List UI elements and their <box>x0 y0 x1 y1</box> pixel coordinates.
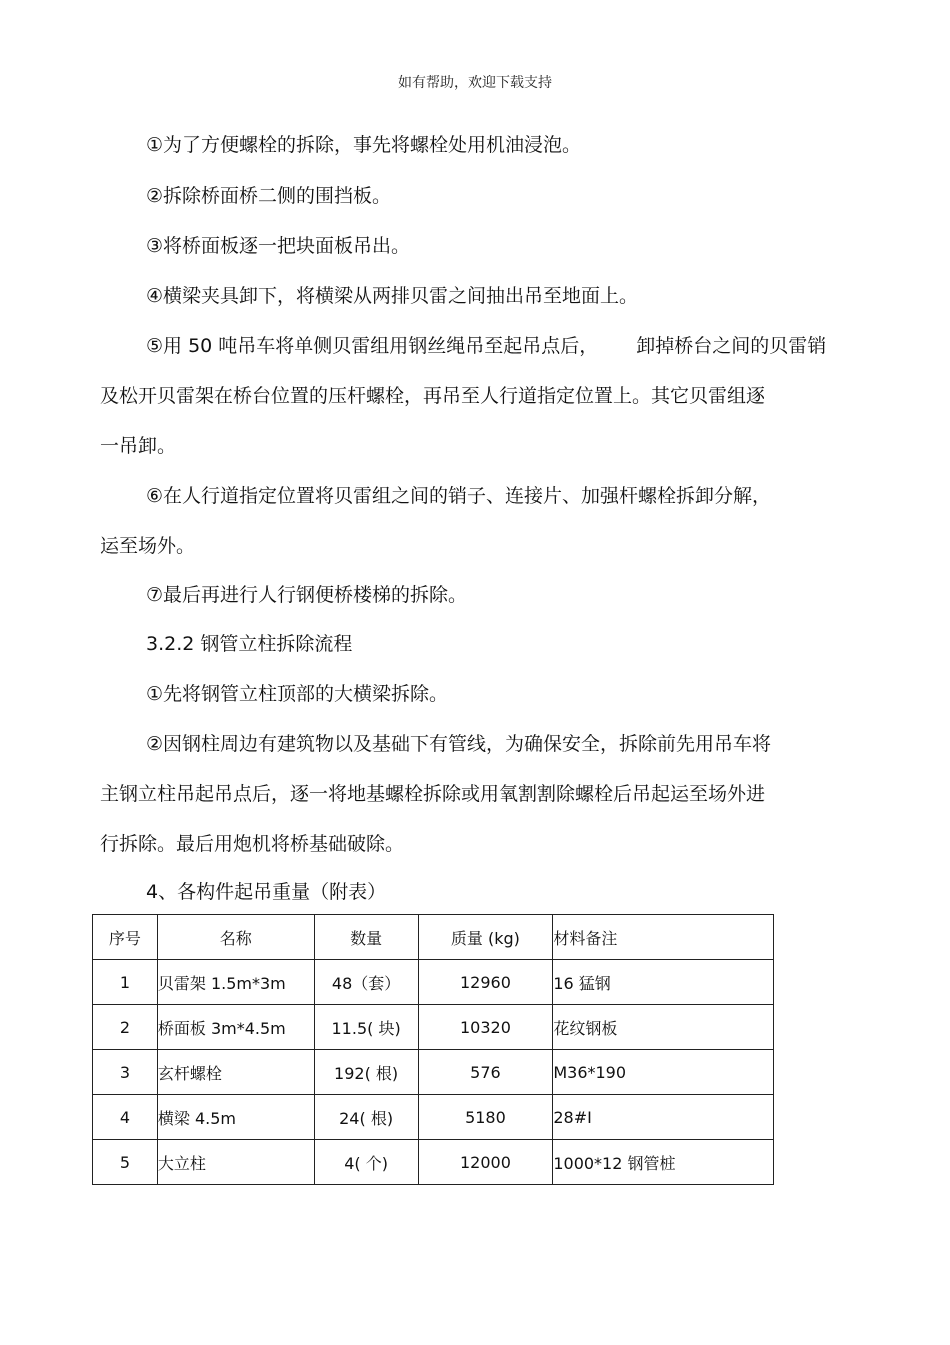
table-title: 4、各构件起吊重量（附表） <box>146 881 387 903</box>
table-row <box>93 1050 774 1095</box>
cell-name: 大立柱 <box>157 1140 314 1185</box>
cell-quantity: 11.5( 块) <box>314 1005 418 1050</box>
cell-weight: 10320 <box>418 1005 553 1050</box>
cell-name: 玄杆螺栓 <box>157 1050 314 1095</box>
cell-material: 28#Ⅰ <box>553 1095 774 1140</box>
paragraph-step-3: ③将桥面板逐一把块面板吊出。 <box>146 235 411 257</box>
table-row <box>93 1005 774 1050</box>
table-header-row <box>93 915 774 960</box>
paragraph-step-6-line-2: 运至场外。 <box>100 535 196 557</box>
paragraph-step-1: ①为了方便螺栓的拆除，事先将螺栓处用机油浸泡。 <box>146 134 582 156</box>
cell-weight: 12960 <box>418 960 553 1005</box>
cell-index: 3 <box>93 1050 158 1095</box>
cell-index: 5 <box>93 1140 158 1185</box>
cell-weight: 5180 <box>418 1095 553 1140</box>
cell-index: 4 <box>93 1095 158 1140</box>
section-heading: 3.2.2 钢管立柱拆除流程 <box>146 633 353 655</box>
lifting-weight-table <box>92 914 774 1185</box>
paragraph-sub-2-line-2: 主钢立柱吊起吊点后，逐一将地基螺栓拆除或用氧割割除螺栓后吊起运至场外进 <box>100 783 766 805</box>
paragraph-step-6-line-1: ⑥在人行道指定位置将贝雷组之间的销子、连接片、加强杆螺栓拆卸分解， <box>146 485 772 507</box>
cell-quantity: 192( 根) <box>314 1050 418 1095</box>
paragraph-step-7: ⑦最后再进行人行钢便桥楼梯的拆除。 <box>146 584 468 606</box>
table-row <box>93 1095 774 1140</box>
paragraph-sub-1: ①先将钢管立柱顶部的大横梁拆除。 <box>146 683 449 705</box>
cell-material: 花纹钢板 <box>553 1005 774 1050</box>
table-row <box>93 1140 774 1185</box>
cell-material: M36*190 <box>553 1050 774 1095</box>
paragraph-step-5-line-1 <box>146 331 826 358</box>
header-index: 序号 <box>93 915 158 960</box>
cell-quantity: 4( 个) <box>314 1140 418 1185</box>
cell-material: 1000*12 钢管桩 <box>553 1140 774 1185</box>
cell-weight: 576 <box>418 1050 553 1095</box>
header-material: 材料备注 <box>553 915 774 960</box>
paragraph-step-5-line-2: 及松开贝雷架在桥台位置的压杆螺栓，再吊至人行道指定位置上。其它贝雷组逐 <box>100 385 766 407</box>
cell-quantity: 24( 根) <box>314 1095 418 1140</box>
cell-index: 2 <box>93 1005 158 1050</box>
cell-name: 贝雷架 1.5m*3m <box>157 960 314 1005</box>
cell-material: 16 猛钢 <box>553 960 774 1005</box>
paragraph-step-2: ②拆除桥面桥二侧的围挡板。 <box>146 185 392 207</box>
cell-name: 横梁 4.5m <box>157 1095 314 1140</box>
paragraph-sub-2-line-3: 行拆除。最后用炮机将桥基础破除。 <box>100 833 405 855</box>
paragraph-step-5-part-b: 卸掉桥台之间的贝雷销 <box>636 335 827 357</box>
cell-index: 1 <box>93 960 158 1005</box>
cell-name: 桥面板 3m*4.5m <box>157 1005 314 1050</box>
paragraph-sub-2-line-1: ②因钢柱周边有建筑物以及基础下有管线，为确保安全，拆除前先用吊车将 <box>146 733 772 755</box>
table-row <box>93 960 774 1005</box>
header-quantity: 数量 <box>314 915 418 960</box>
header-weight: 质量 (kg) <box>418 915 553 960</box>
header-name: 名称 <box>157 915 314 960</box>
paragraph-step-5-part-a: ⑤用 50 吨吊车将单侧贝雷组用钢丝绳吊至起吊点后， <box>146 335 599 357</box>
cell-weight: 12000 <box>418 1140 553 1185</box>
cell-quantity: 48（套） <box>314 960 418 1005</box>
paragraph-step-5-line-3: 一吊卸。 <box>100 435 177 457</box>
paragraph-step-4: ④横梁夹具卸下，将横梁从两排贝雷之间抽出吊至地面上。 <box>146 285 639 307</box>
page-header: 如有帮助，欢迎下载支持 <box>398 75 552 91</box>
